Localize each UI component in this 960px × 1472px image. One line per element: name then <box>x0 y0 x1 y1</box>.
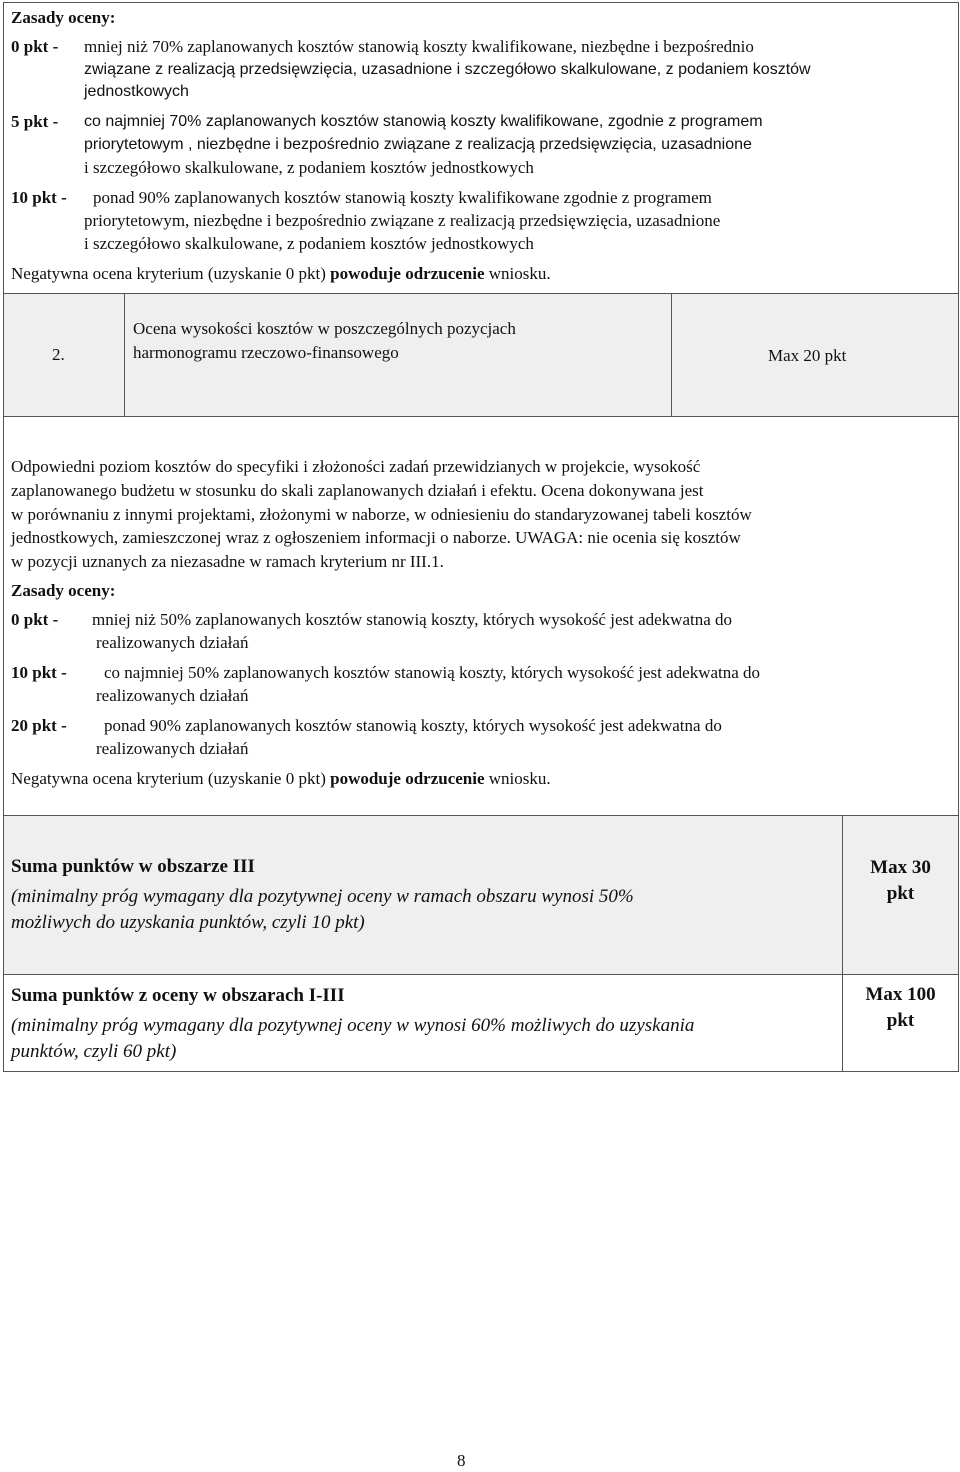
rule-2-20-line-2: realizowanych działań <box>96 739 249 758</box>
rule-0-label: 0 pkt - <box>11 37 59 56</box>
rule-0-line-1: mniej niż 70% zaplanowanych kosztów stanowią koszty kwalifikowane, niezbędne i bezpośrednio <box>84 37 754 56</box>
rule-10-line-2: priorytetowym, niezbędne i bezpośrednio związane z realizacją przedsięwzięcia, uzasadnione <box>84 211 721 230</box>
description-line-3: w porównaniu z innymi projektami, złożonymi w naborze, w odniesieniu do standaryzowanej tabeli kosztów <box>11 505 752 524</box>
description-line-1: Odpowiedni poziom kosztów do specyfiki i złożoności zadań przewidzianych w projekcie, wysokość <box>11 457 701 476</box>
sum-areas-i-iii-max-line-2: pkt <box>886 1010 915 1031</box>
sum-areas-i-iii-title: Suma punktów z oceny w obszarach I-III <box>11 985 345 1006</box>
rule-2-0-line-2: realizowanych działań <box>96 633 249 652</box>
rule-2-10-line-2: realizowanych działań <box>96 686 249 705</box>
description-line-4: jednostkowych, zamieszczonej wraz z ogłoszeniem informacji o naborze. UWAGA: nie ocenia się kosztów <box>11 528 741 547</box>
description-line-5: w pozycji uznanych za niezasadne w ramach kryterium nr III.1. <box>11 552 444 571</box>
criterion-2-title-line-2: harmonogramu rzeczowo-finansowego <box>133 343 399 362</box>
sum-area-iii-max-line-2: pkt <box>886 883 915 904</box>
rule-2-20-label: 20 pkt - <box>11 716 67 735</box>
sum-area-iii-title: Suma punktów w obszarze III <box>11 856 255 877</box>
description-line-2: zaplanowanego budżetu w stosunku do skali zaplanowanych działań i efektu. Ocena dokonywana jest <box>11 481 704 500</box>
negative-note-text-c: wniosku. <box>484 264 551 283</box>
sum-area-iii-max-line-1: Max 30 <box>870 857 931 878</box>
rules-2-heading: Zasady oceny: <box>11 581 116 600</box>
sum-areas-i-iii-note-line-1: (minimalny próg wymagany dla pozytywnej oceny w wynosi 60% możliwych do uzyskania <box>11 1015 695 1036</box>
rule-5-line-1: co najmniej 70% zaplanowanych kosztów stanowią koszty kwalifikowane, zgodnie z programem <box>84 113 763 130</box>
rule-10-line-1: ponad 90% zaplanowanych kosztów stanowią koszty kwalifikowane zgodnie z programem <box>93 188 712 207</box>
sum-areas-i-iii-max-line-1: Max 100 <box>865 984 936 1005</box>
rule-2-0-line-1: mniej niż 50% zaplanowanych kosztów stanowią koszty, których wysokość jest adekwatna do <box>92 610 733 629</box>
rule-0-line-2: związane z realizacją przedsięwzięcia, uzasadnione i szczegółowo skalkulowane, z podaniem kosztów <box>84 61 811 78</box>
sum-areas-i-iii-note-line-2: punktów, czyli 60 pkt) <box>11 1041 177 1062</box>
negative-note-2-emphasis: powoduje odrzucenie <box>330 769 485 788</box>
scoring-heading: Zasady oceny: <box>11 8 116 27</box>
rule-5-label: 5 pkt - <box>11 112 59 131</box>
rule-2-10-line-1: co najmniej 50% zaplanowanych kosztów stanowią koszty, których wysokość jest adekwatna do <box>104 663 761 682</box>
negative-note-2-text-c: wniosku. <box>484 769 551 788</box>
negative-note-emphasis: powoduje odrzucenie <box>330 264 485 283</box>
rule-2-0-label: 0 pkt - <box>11 610 59 629</box>
criterion-2-title-line-1: Ocena wysokości kosztów w poszczególnych pozycjach <box>133 319 516 338</box>
rule-0-line-3: jednostkowych <box>84 83 189 100</box>
negative-note-2-text-a: Negatywna ocena kryterium (uzyskanie 0 pkt) <box>11 769 331 788</box>
rule-10-line-3: i szczegółowo skalkulowane, z podaniem kosztów jednostkowych <box>84 234 534 253</box>
sum-area-iii-note-line-2: możliwych do uzyskania punktów, czyli 10 pkt) <box>11 912 365 933</box>
negative-note-text-a: Negatywna ocena kryterium (uzyskanie 0 pkt) <box>11 264 331 283</box>
rule-2-10-label: 10 pkt - <box>11 663 67 682</box>
rule-5-line-3: i szczegółowo skalkulowane, z podaniem kosztów jednostkowych <box>84 158 534 177</box>
rule-5-line-2: priorytetowym , niezbędne i bezpośrednio związane z realizacją przedsięwzięcia, uzasadnione <box>84 136 752 153</box>
sum-area-iii-note-line-1: (minimalny próg wymagany dla pozytywnej oceny w ramach obszaru wynosi 50% <box>11 886 634 907</box>
rule-10-label: 10 pkt - <box>11 188 67 207</box>
rule-2-20-line-1: ponad 90% zaplanowanych kosztów stanowią koszty, których wysokość jest adekwatna do <box>104 716 722 735</box>
negative-note <box>11 263 551 285</box>
negative-note-2 <box>11 768 551 790</box>
page-number: 8 <box>457 1451 466 1470</box>
criterion-2-max-points: Max 20 pkt <box>768 346 847 365</box>
criterion-2-number: 2. <box>52 345 65 364</box>
